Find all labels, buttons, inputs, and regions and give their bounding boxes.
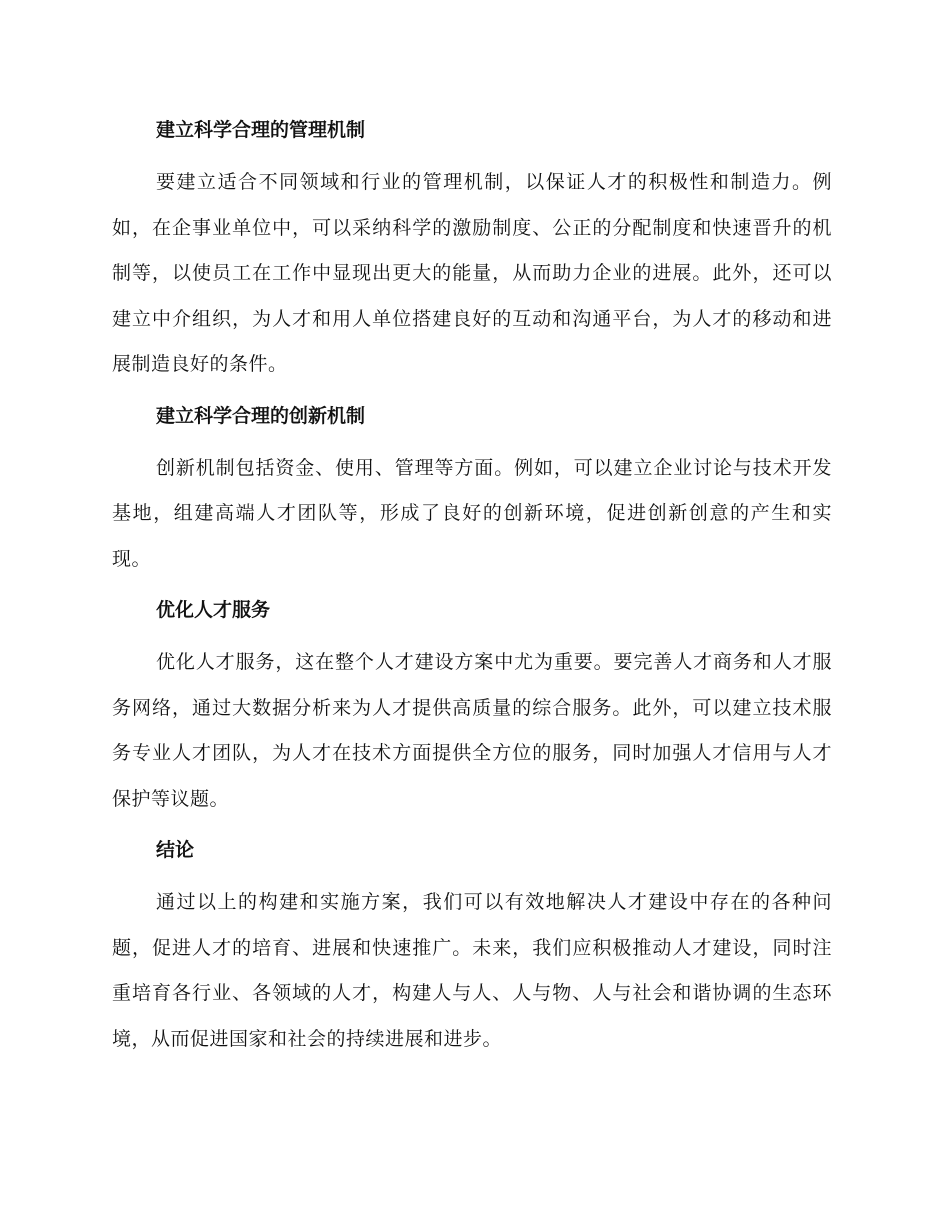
section-body-innovation: 创新机制包括资金、使用、管理等方面。例如，可以建立企业讨论与技术开发基地，组建高端人才团队等，形成了良好的创新环境，促进创新创意的产生和实现。 [112,456,832,570]
section-body-talent-service: 优化人才服务，这在整个人才建设方案中尤为重要。要完善人才商务和人才服务网络，通过大数据分析来为人才提供高质量的综合服务。此外，可以建立技术服务专业人才团队，为人才在技术方面提供全方位的服务，同时加强人才信用与人才保护等议题。 [112,651,832,810]
section-heading-talent-service: 优化人才服务 [156,599,271,621]
section-body-management: 要建立适合不同领域和行业的管理机制，以保证人才的积极性和制造力。例如，在企事业单位中，可以采纳科学的激励制度、公正的分配制度和快速晋升的机制等，以使员工在工作中显现出更大的能量，从而助力企业的进展。此外，还可以建立中介组织，为人才和用人单位搭建良好的互动和沟通平台，为人才的移动和进展制造良好的条件。 [112,171,832,375]
section-body-conclusion: 通过以上的构建和实施方案，我们可以有效地解决人才建设中存在的各种问题，促进人才的培育、进展和快速推广。未来，我们应积极推动人才建设，同时注重培育各行业、各领域的人才，构建人与人、人与物、人与社会和谐协调的生态环境，从而促进国家和社会的持续进展和进步。 [112,891,832,1050]
document-page [112,108,832,1068]
section-heading-innovation: 建立科学合理的创新机制 [156,404,366,427]
section-heading-management: 建立科学合理的管理机制 [156,119,366,141]
section-heading-conclusion: 结论 [156,839,195,861]
